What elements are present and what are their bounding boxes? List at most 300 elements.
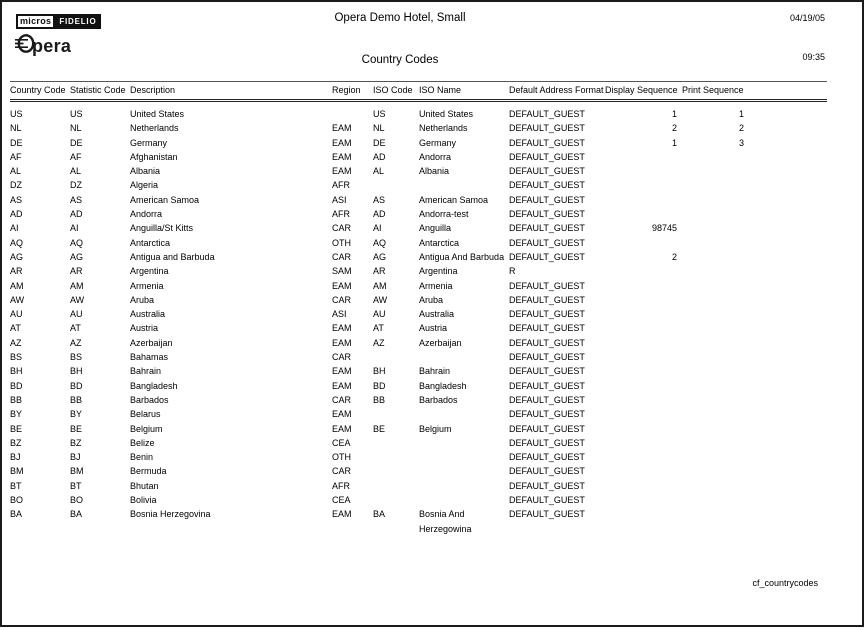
cell (677, 293, 744, 307)
cell (677, 379, 744, 393)
cell (605, 479, 677, 493)
cell-filler (744, 407, 827, 421)
cell (419, 464, 509, 478)
fidelio-logo-text: FIDELIO (54, 14, 101, 29)
cell (605, 436, 677, 450)
cell: DEFAULT_GUEST (509, 366, 585, 377)
cell: AD (10, 209, 23, 220)
cell: DEFAULT_GUEST (509, 123, 585, 134)
cell: Armenia (419, 280, 453, 291)
cell (677, 279, 744, 293)
cell: Belize (130, 437, 155, 448)
cell: AG (373, 251, 387, 262)
cell: 3 (738, 137, 744, 148)
cell: DEFAULT_GUEST (509, 223, 585, 234)
table-row (10, 464, 827, 478)
cell-filler (744, 321, 827, 335)
table-row (10, 236, 827, 250)
cell: Albania (130, 166, 161, 177)
cell (419, 178, 509, 192)
cell: CAR (332, 466, 352, 477)
cell (605, 493, 677, 507)
cell: BO (70, 495, 84, 506)
cell (605, 336, 677, 350)
cell (605, 507, 677, 536)
cell: CAR (332, 394, 352, 405)
cell: DEFAULT_GUEST (509, 237, 585, 248)
table-row (10, 264, 827, 278)
cell: AFR (332, 209, 350, 220)
cell (677, 407, 744, 421)
cell: DEFAULT_GUEST (509, 509, 585, 520)
cell: BD (373, 380, 386, 391)
cell: SAM (332, 266, 352, 277)
cell: DEFAULT_GUEST (509, 423, 585, 434)
cell-filler (744, 307, 827, 321)
cell: CEA (332, 495, 351, 506)
column-header: Statistic Code (70, 82, 130, 101)
cell: American Samoa (130, 194, 200, 205)
cell: Afghanistan (130, 151, 178, 162)
cell (677, 321, 744, 335)
cell: BY (10, 409, 23, 420)
cell: DEFAULT_GUEST (509, 437, 585, 448)
table-row (10, 136, 827, 150)
cell: EAM (332, 123, 352, 134)
cell-filler (744, 279, 827, 293)
cell: BT (70, 480, 82, 491)
table-row (10, 379, 827, 393)
cell (677, 150, 744, 164)
cell (605, 193, 677, 207)
cell-filler (744, 379, 827, 393)
cell (677, 236, 744, 250)
cell: DEFAULT_GUEST (509, 194, 585, 205)
cell: Bahrain (419, 366, 451, 377)
cell-filler (744, 164, 827, 178)
cell: DE (10, 137, 23, 148)
cell: DEFAULT_GUEST (509, 466, 585, 477)
cell (677, 207, 744, 221)
cell: ASI (332, 194, 347, 205)
cell (605, 393, 677, 407)
cell: Andorra (130, 209, 163, 220)
cell: DEFAULT_GUEST (509, 309, 585, 320)
cell: Austria (130, 323, 159, 334)
cell: DE (70, 137, 83, 148)
cell: Anguilla (419, 223, 452, 234)
cell-filler (744, 236, 827, 250)
table-row (10, 407, 827, 421)
cell (605, 422, 677, 436)
cell: DZ (70, 180, 82, 191)
cell: DEFAULT_GUEST (509, 380, 585, 391)
cell: Antigua And Barbuda (419, 251, 505, 262)
cell-filler (744, 464, 827, 478)
cell: AL (10, 166, 22, 177)
cell: Bangladesh (130, 380, 178, 391)
cell (373, 407, 419, 421)
cell: Azerbaijan (130, 337, 173, 348)
cell (677, 507, 744, 536)
column-header-filler (744, 82, 827, 101)
cell (677, 336, 744, 350)
cell (677, 350, 744, 364)
cell: BJ (10, 452, 21, 463)
cell: BD (10, 380, 23, 391)
cell (605, 164, 677, 178)
cell-filler (744, 436, 827, 450)
cell-filler (744, 207, 827, 221)
cell: AM (373, 280, 387, 291)
cell: BH (10, 366, 23, 377)
cell: Argentina (419, 266, 458, 277)
cell: NL (70, 123, 82, 134)
cell: AQ (373, 237, 387, 248)
cell-filler (744, 293, 827, 307)
cell (373, 479, 419, 493)
cell: DEFAULT_GUEST (509, 323, 585, 334)
cell (677, 178, 744, 192)
table-row (10, 193, 827, 207)
table-row (10, 121, 827, 135)
cell: DEFAULT_GUEST (509, 352, 585, 363)
cell (419, 350, 509, 364)
opera-logo-text: pera (32, 36, 72, 56)
cell: Algeria (130, 180, 159, 191)
table-row (10, 479, 827, 493)
column-header: Description (130, 82, 332, 101)
cell-filler (744, 101, 827, 122)
cell: DEFAULT_GUEST (509, 180, 585, 191)
cell (677, 464, 744, 478)
cell: AG (10, 251, 24, 262)
cell (677, 164, 744, 178)
table-row (10, 250, 827, 264)
cell: AR (10, 266, 23, 277)
cell: AQ (70, 237, 84, 248)
cell: EAM (332, 323, 352, 334)
cell: EAM (332, 509, 352, 520)
cell: BY (70, 409, 83, 420)
cell (605, 464, 677, 478)
cell: 2 (738, 123, 744, 134)
cell: DEFAULT_GUEST (509, 480, 585, 491)
cell: BZ (70, 437, 82, 448)
cell-filler (744, 393, 827, 407)
cell: AU (70, 309, 83, 320)
cell: BB (70, 394, 83, 405)
cell: BH (70, 366, 83, 377)
cell: BH (373, 366, 386, 377)
column-header: Country Code (10, 82, 70, 101)
cell-filler (744, 264, 827, 278)
cell: R (509, 266, 516, 277)
cell (605, 364, 677, 378)
cell (605, 150, 677, 164)
cell: BA (373, 509, 386, 520)
cell: AI (10, 223, 19, 234)
cell: BM (10, 466, 24, 477)
cell: AL (373, 166, 385, 177)
cell: CEA (332, 437, 351, 448)
report-time: 09:35 (802, 52, 825, 62)
cell (373, 464, 419, 478)
cell: AFR (332, 180, 350, 191)
cell (332, 101, 373, 122)
cell-filler (744, 250, 827, 264)
cell: Argentina (130, 266, 169, 277)
cell: Anguilla/St Kitts (130, 223, 194, 234)
cell (605, 293, 677, 307)
cell-filler (744, 336, 827, 350)
cell: BM (70, 466, 84, 477)
cell: 1 (671, 137, 677, 148)
cell: Antarctica (130, 237, 171, 248)
cell: DEFAULT_GUEST (509, 452, 585, 463)
cell: DEFAULT_GUEST (509, 294, 585, 305)
cell: AG (70, 251, 84, 262)
cell (419, 436, 509, 450)
cell: DEFAULT_GUEST (509, 409, 585, 420)
cell-filler (744, 221, 827, 235)
cell-filler (744, 450, 827, 464)
cell: EAM (332, 280, 352, 291)
cell: AZ (373, 337, 385, 348)
cell-filler (744, 178, 827, 192)
cell: Bahamas (130, 352, 169, 363)
cell: EAM (332, 337, 352, 348)
cell: AQ (10, 237, 24, 248)
cell: DEFAULT_GUEST (509, 280, 585, 291)
cell: Belgium (130, 423, 163, 434)
cell: Netherlands (130, 123, 179, 134)
cell: DEFAULT_GUEST (509, 251, 585, 262)
column-header: Region (332, 82, 373, 101)
table-row (10, 393, 827, 407)
cell: AM (70, 280, 84, 291)
cell: AL (70, 166, 82, 177)
cell: BB (373, 394, 386, 405)
cell (677, 393, 744, 407)
cell-filler (744, 507, 827, 536)
cell: CAR (332, 352, 352, 363)
column-header: Default Address Format (509, 82, 605, 101)
cell: Australia (419, 309, 455, 320)
cell (605, 350, 677, 364)
cell: Bangladesh (419, 380, 467, 391)
cell: AI (373, 223, 382, 234)
column-header: Display Sequence (605, 82, 677, 101)
cell: Armenia (130, 280, 164, 291)
cell (419, 450, 509, 464)
cell (677, 307, 744, 321)
cell (605, 450, 677, 464)
cell-filler (744, 350, 827, 364)
cell: US (10, 109, 23, 119)
cell (605, 279, 677, 293)
cell: BO (10, 495, 24, 506)
cell: Austria (419, 323, 448, 334)
cell: Bhutan (130, 480, 159, 491)
cell: Bahrain (130, 366, 162, 377)
cell: BD (70, 380, 83, 391)
cell: Bermuda (130, 466, 167, 477)
cell: BA (70, 509, 83, 520)
cell: Antarctica (419, 237, 460, 248)
column-header: Print Sequence (677, 82, 744, 101)
cell: AW (70, 294, 85, 305)
cell: BJ (70, 452, 81, 463)
cell: Andorra-test (419, 209, 469, 220)
cell: EAM (332, 380, 352, 391)
cell: DEFAULT_GUEST (509, 394, 585, 405)
cell: Bosnia And Herzegowina (419, 509, 472, 534)
table-row (10, 207, 827, 221)
cell: Azerbaijan (419, 337, 462, 348)
cell: US (70, 109, 83, 119)
cell: DEFAULT_GUEST (509, 109, 585, 119)
cell: AT (10, 323, 21, 334)
table-row (10, 364, 827, 378)
cell: AS (70, 194, 83, 205)
cell: United States (419, 109, 474, 119)
cell: Australia (130, 309, 166, 320)
micros-logo-text: micros (16, 14, 55, 29)
cell: EAM (332, 137, 352, 148)
cell: EAM (332, 423, 352, 434)
cell: ASI (332, 309, 347, 320)
cell: CAR (332, 223, 352, 234)
hotel-name: Opera Demo Hotel, Small (334, 12, 466, 24)
cell (605, 264, 677, 278)
cell: BE (373, 423, 386, 434)
cell: OTH (332, 237, 351, 248)
cell (419, 407, 509, 421)
cell: 2 (671, 123, 677, 134)
cell: AD (373, 151, 386, 162)
cell: AZ (70, 337, 82, 348)
cell-filler (744, 364, 827, 378)
cell: AF (70, 151, 82, 162)
cell: AW (10, 294, 25, 305)
cell: DEFAULT_GUEST (509, 495, 585, 506)
cell: AT (70, 323, 81, 334)
table-row (10, 321, 827, 335)
cell: AS (373, 194, 386, 205)
cell (677, 479, 744, 493)
cell (605, 207, 677, 221)
cell: US (373, 109, 386, 119)
cell: Antigua and Barbuda (130, 251, 215, 262)
cell (677, 422, 744, 436)
table-row (10, 436, 827, 450)
report-filename: cf_countrycodes (752, 578, 818, 588)
cell (605, 321, 677, 335)
table-row (10, 336, 827, 350)
cell-filler (744, 136, 827, 150)
cell: Germany (130, 137, 168, 148)
cell: BE (70, 423, 83, 434)
cell-filler (744, 121, 827, 135)
cell: EAM (332, 166, 352, 177)
cell (605, 379, 677, 393)
table-row (10, 178, 827, 192)
cell: United States (130, 109, 185, 119)
cell: Aruba (130, 294, 155, 305)
cell: Bosnia Herzegovina (130, 509, 211, 520)
cell: Belgium (419, 423, 452, 434)
cell: Albania (419, 166, 450, 177)
cell (677, 450, 744, 464)
cell (677, 250, 744, 264)
cell-filler (744, 422, 827, 436)
cell (419, 493, 509, 507)
cell: American Samoa (419, 194, 489, 205)
cell: AS (10, 194, 23, 205)
cell: BT (10, 480, 22, 491)
cell (605, 236, 677, 250)
cell: AU (10, 309, 23, 320)
cell (605, 307, 677, 321)
cell: DEFAULT_GUEST (509, 137, 585, 148)
cell (373, 350, 419, 364)
cell: Barbados (130, 394, 169, 405)
cell: BZ (10, 437, 22, 448)
cell: DEFAULT_GUEST (509, 337, 585, 348)
cell (605, 407, 677, 421)
cell (677, 364, 744, 378)
table-row (10, 307, 827, 321)
column-header: ISO Name (419, 82, 509, 101)
cell: EAM (332, 151, 352, 162)
report-date: 04/19/05 (789, 13, 825, 23)
cell: AF (10, 151, 22, 162)
cell (677, 493, 744, 507)
cell (419, 479, 509, 493)
cell: AR (70, 266, 83, 277)
page-title: Country Codes (361, 54, 439, 66)
table-row (10, 293, 827, 307)
cell (677, 264, 744, 278)
cell: DZ (10, 180, 22, 191)
cell-filler (744, 479, 827, 493)
table-row (10, 450, 827, 464)
country-codes-table (10, 81, 827, 536)
cell: AM (10, 280, 24, 291)
cell: EAM (332, 366, 352, 377)
cell (677, 221, 744, 235)
column-header: ISO Code (373, 82, 419, 101)
table-row (10, 422, 827, 436)
cell (677, 193, 744, 207)
cell (373, 178, 419, 192)
cell: 1 (671, 109, 677, 119)
cell (373, 493, 419, 507)
cell-filler (744, 493, 827, 507)
cell: AD (70, 209, 83, 220)
cell: Barbados (419, 394, 458, 405)
cell: AD (373, 209, 386, 220)
cell: Bolivia (130, 495, 157, 506)
cell: Netherlands (419, 123, 468, 134)
table-row (10, 350, 827, 364)
cell: Belarus (130, 409, 161, 420)
cell: EAM (332, 409, 352, 420)
cell: NL (10, 123, 22, 134)
cell: DEFAULT_GUEST (509, 209, 585, 220)
cell-filler (744, 150, 827, 164)
